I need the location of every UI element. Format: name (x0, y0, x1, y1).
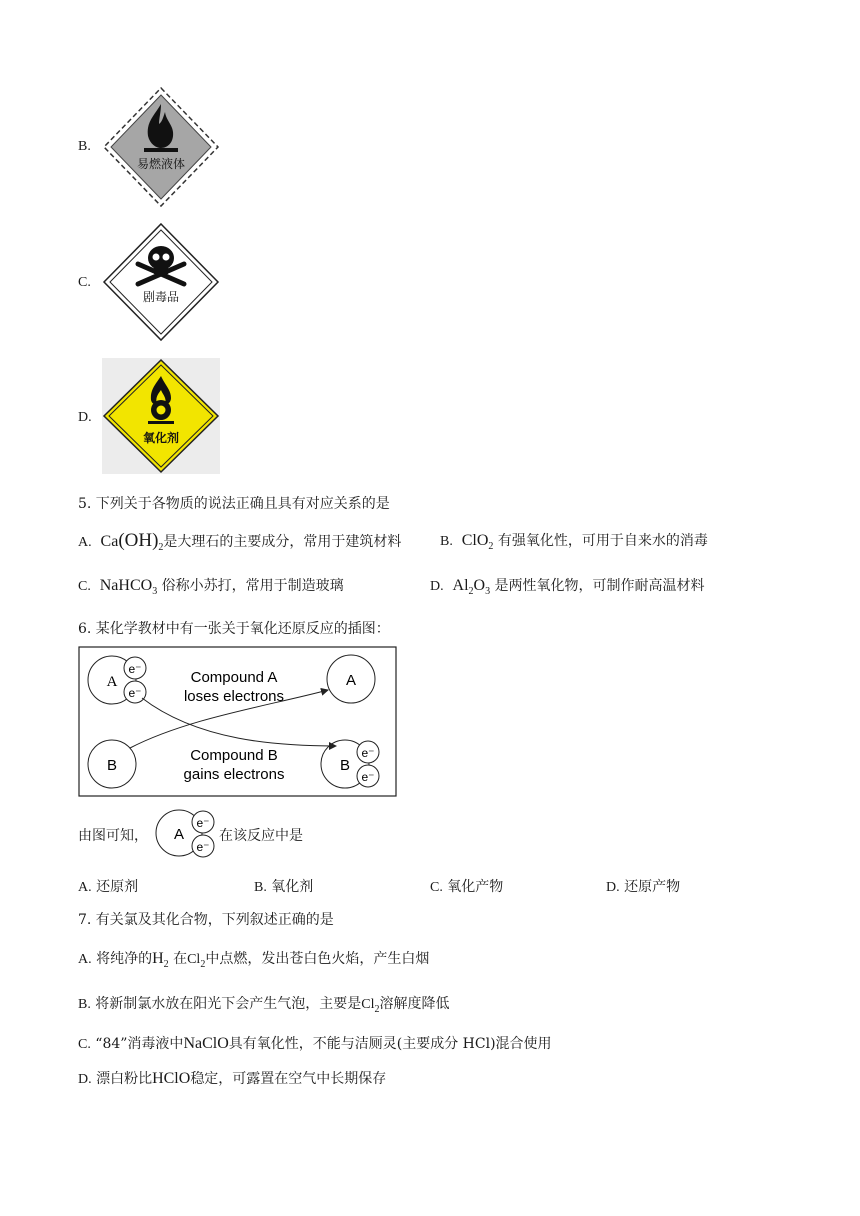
q5-b-formula: ClO$_2$ (461, 532, 494, 553)
q6-option-b: B. 氧化剂 (254, 879, 314, 895)
q7-option-b: B. 将新制氯水放在阳光下会产生气泡，主要是$Cl_2$溶解度降低 (78, 996, 450, 1015)
caption-top-2: loses electrons (183, 688, 285, 705)
caption-bottom-2: gains electrons (183, 766, 285, 783)
q5-option-a (78, 530, 401, 553)
q5-d-formula: $Al_2O_3$ (452, 577, 491, 598)
q5-b-text: 有强氧化性，可用于自来水的消毒 (497, 533, 708, 549)
flammable-liquid-sign (102, 86, 220, 208)
svg-text:A: A (345, 672, 357, 689)
q7-option-a: A. 将纯净的$H_2$ 在$Cl_2$中点燃，发出苍白色火焰，产生白烟 (78, 950, 430, 971)
svg-text:A: A (106, 674, 118, 690)
svg-text:e⁻: e⁻ (128, 662, 142, 676)
option-d-letter: D. (78, 410, 92, 425)
compound-b (88, 740, 136, 788)
compound-a-oxidized (327, 655, 375, 703)
q6-stem: 6. 某化学教材中有一张关于氧化还原反应的插图： (78, 621, 390, 637)
sign-label-b: 易燃液体 (136, 157, 186, 171)
q6-option-d: D. 还原产物 (606, 879, 681, 895)
q6-option-c: C. 氧化产物 (430, 879, 504, 895)
redox-diagram (78, 646, 398, 798)
svg-text:e⁻: e⁻ (361, 746, 375, 760)
svg-text:e⁻: e⁻ (196, 816, 210, 830)
q6-question-suffix: 在该反应中是 (219, 828, 303, 844)
sign-label-d: 氧化剂 (142, 431, 180, 445)
q5-d-text: 是两性氧化物，可制作耐高温材料 (494, 578, 705, 594)
caption-bottom-1: Compound B (190, 747, 278, 764)
svg-text:A: A (173, 826, 185, 843)
q5-stem: 5. 下列关于各物质的说法正确且具有对应关系的是 (78, 496, 390, 512)
q5-c-letter: C. (78, 579, 91, 594)
svg-text:B: B (339, 757, 351, 774)
caption-top-1: Compound A (190, 669, 278, 686)
inline-compound-a-figure (154, 808, 218, 860)
q5-a-letter: A. (78, 535, 92, 550)
oxidizer-sign (102, 358, 220, 474)
sign-label-c: 剧毒品 (142, 290, 180, 304)
q6-option-a: A. 还原剂 (78, 879, 139, 895)
q7-stem: 7. 有关氯及其化合物，下列叙述正确的是 (78, 912, 334, 928)
q7-option-c: C. “84”消毒液中NaClO具有氧化性，不能与洁厕灵(主要成分 HCl)混合使用 (78, 1035, 552, 1052)
svg-text:e⁻: e⁻ (128, 686, 142, 700)
q5-option-b (440, 530, 708, 552)
q5-d-letter: D. (430, 579, 444, 594)
q5-a-formula: $Ca(OH)_2$ (100, 530, 164, 554)
q5-b-letter: B. (440, 534, 453, 549)
option-b-letter: B. (78, 139, 91, 154)
svg-text:e⁻: e⁻ (361, 770, 375, 784)
q5-c-text: 俗称小苏打，常用于制造玻璃 (161, 578, 344, 594)
q5-option-d (430, 575, 705, 597)
svg-text:B: B (106, 757, 118, 774)
q5-option-c (78, 575, 344, 597)
q5-c-formula: NaHCO$_3$ (99, 577, 158, 598)
svg-text:e⁻: e⁻ (196, 840, 210, 854)
q5-a-text: 是大理石的主要成分，常用于建筑材料 (163, 534, 402, 550)
q6-question-prefix: 由图可知， (78, 828, 148, 844)
option-c-letter: C. (78, 275, 91, 290)
q7-option-d: D. 漂白粉比HClO稳定，可露置在空气中长期保存 (78, 1070, 387, 1087)
toxic-sign (102, 222, 220, 342)
